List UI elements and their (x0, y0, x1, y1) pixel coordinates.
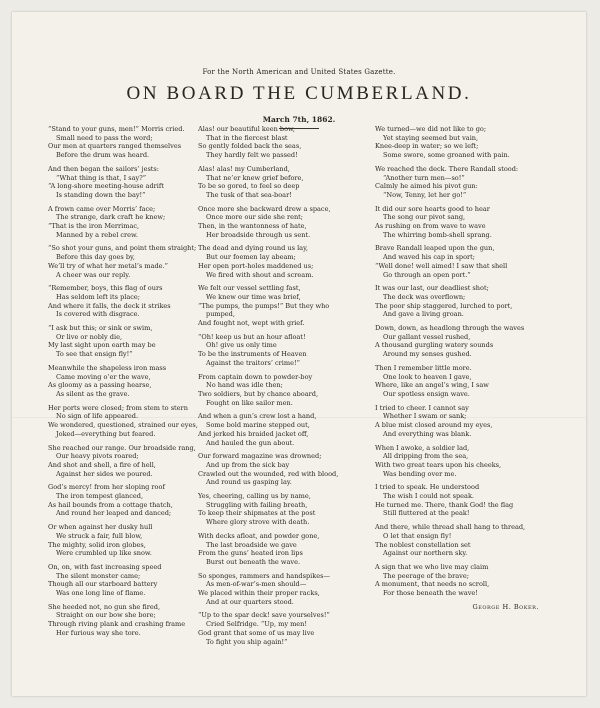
poem-line: Our gallant vessel rushed, (383, 332, 471, 341)
poem-line: The poor ship staggered, lurched to port, (375, 301, 513, 310)
poem-line: We wondered, questioned, strained our eyes, (48, 421, 198, 430)
poem-line: Whether I swam or sank; (383, 412, 467, 421)
poem-line: Her furious way she tore. (56, 628, 141, 637)
poem-line: When I awoke, a soldier lad, (375, 443, 470, 452)
poem-line: “Remember, boys, this flag of ours (48, 284, 163, 293)
stanza (375, 284, 541, 319)
stanza (375, 244, 541, 279)
stanza (48, 125, 214, 160)
poem-line: And waved his cap in sport; (383, 253, 476, 262)
poem-line: O let that ensign fly! (383, 531, 452, 540)
poem-line: And everything was blank. (383, 429, 472, 438)
stanza (198, 244, 364, 279)
poem-line: The whirring bomb-shell sprang. (383, 230, 492, 239)
poem-line: So sponges, rammers and handspikes— (198, 571, 331, 580)
stanza (48, 244, 214, 279)
stanza (375, 324, 541, 359)
poem-line: He turned me. There, thank God! the flag (375, 500, 514, 509)
poem-line: The deck was overflown; (383, 292, 466, 301)
stanza (375, 523, 541, 558)
poem-line: Oh! give us only time (206, 341, 277, 350)
poem-line: No sign of life appeared. (56, 412, 139, 421)
poem-line: Her open port-holes maddened us; (198, 261, 314, 270)
poem-line: And when a gun’s crew lost a hand, (198, 412, 317, 421)
poem-column-1 (48, 125, 214, 643)
poem-line: Then, in the wantonness of hate, (198, 222, 307, 231)
stanza (198, 452, 364, 487)
poem-line: Go through an open port.” (383, 270, 471, 279)
stanza (48, 563, 214, 598)
poem-line: Her ports were closed; from stem to stern (48, 403, 188, 412)
poem-line: “Well done! well aimed! I saw that shell (375, 261, 508, 270)
stanza (198, 284, 364, 328)
poem-line: Yes, cheering, calling us by name, (198, 492, 311, 501)
poem-line: “Now, Tenny, let her go!” (383, 190, 467, 199)
poem-line: The last broadside we gave (206, 540, 297, 549)
stanza (198, 333, 364, 368)
poem-line: And round her leaped and danced; (56, 509, 172, 518)
poem-line: With decks afloat, and powder gone, (198, 531, 320, 540)
poem-line: They hardly felt we passed! (206, 151, 298, 160)
poem-line: “What thing is that, I say?” (56, 173, 147, 182)
poem-line: From the guns’ heated iron lips (198, 549, 303, 558)
poem-line: For those beneath the wave! (383, 589, 478, 598)
poem-line: “The pumps, the pumps!” But they who (198, 301, 330, 310)
poem-line: Down, down, as headlong through the waves (375, 324, 525, 333)
stanza (198, 412, 364, 447)
stanza (48, 324, 214, 359)
poem-line: The silent monster came; (56, 571, 141, 580)
poem-line: The strange, dark craft he knew; (56, 213, 166, 222)
poem-line: Struggling with failing breath, (206, 500, 308, 509)
poem-line: The wish I could not speak. (383, 492, 474, 501)
poem-line: I tried to cheer. I cannot say (375, 403, 469, 412)
poem-line: And there, while thread shall hang to thread, (375, 523, 526, 532)
poem-line: That in the fiercest blast (206, 133, 288, 142)
poem-line: pumped, (206, 310, 235, 319)
poem-line: Around my senses gushed. (383, 350, 472, 359)
poem-line: We felt our vessel settling fast, (198, 284, 301, 293)
poem-line: One look to heaven I gave, (383, 372, 472, 381)
stanza (375, 563, 541, 598)
stanza (48, 523, 214, 558)
poem-line: Before this day goes by, (56, 253, 135, 262)
poem-line: No hand was idle then; (206, 381, 283, 390)
poem-line: Against our northern sky. (383, 549, 468, 558)
poem-line: Some swore, some groaned with pain. (383, 151, 510, 160)
poem-line: A frown came over Morris’ face; (48, 204, 156, 213)
poem-line: Still fluttered at the peak! (383, 509, 470, 518)
stanza (375, 165, 541, 200)
poem-line: Brave Randall leaped upon the gun, (375, 244, 495, 253)
publication-line: For the North American and United States Gazette. (202, 68, 396, 76)
stanza (375, 364, 541, 399)
poem-line: We struck a fair, full blow, (56, 531, 143, 540)
poem-line: My last sight upon earth may be (48, 341, 156, 350)
poem-line: She heeded not, no gun she fired, (48, 602, 161, 611)
poem-line: We reached the deck. There Randall stood: (375, 164, 519, 173)
stanza (198, 373, 364, 408)
poem-line: She reached our range. Our broadside rang, (48, 443, 196, 452)
poem-line: The noblest constellation set (375, 540, 471, 549)
poem-line: Alas! our beautiful keen bow, (198, 125, 295, 133)
poem-line: The peerage of the brave; (383, 571, 469, 580)
stanza (375, 205, 541, 240)
poem-date: March 7th, 1862. (262, 115, 336, 124)
poem-line: “Stand to your guns, men!” Morris cried. (48, 125, 185, 133)
poem-line: I tried to speak. He understood (375, 483, 480, 492)
poem-line: Is standing down the bay!” (56, 190, 146, 199)
poem-line: Crawled out the wounded, red with blood, (198, 469, 339, 478)
poem-line: With two great tears upon his cheeks, (375, 460, 502, 469)
poem-line: Against the traitors’ crime!” (206, 358, 300, 367)
poem-line: Meanwhile the shapeless iron mass (48, 363, 167, 372)
poem-line: As silent as the grave. (56, 389, 130, 398)
poem-line: We knew our time was brief, (206, 292, 301, 301)
poem-line: And hauled the gun about. (206, 438, 295, 447)
poem-line: It was our last, our deadliest shot; (375, 284, 489, 293)
author-signature: George H. Boker. (472, 602, 539, 611)
stanza (198, 572, 364, 607)
poem-line: Cried Selfridge. “Up, my men! (206, 620, 308, 629)
poem-line: Where glory strove with death. (206, 518, 310, 527)
stanza (375, 404, 541, 439)
poem-line: And at our quarters stood. (206, 597, 294, 606)
poem-line: As gloomy as a passing hearse, (48, 381, 152, 390)
stanza (198, 205, 364, 240)
stanza (48, 205, 214, 240)
poem-line: As men-of-war’s-men should— (206, 580, 307, 589)
poem-line: Came moving o’er the wave, (56, 372, 151, 381)
poem-line: Our spotless ensign wave. (383, 389, 470, 398)
poem-line: Then I remember little more. (375, 363, 472, 372)
poem-line: A cheer was our reply. (56, 270, 131, 279)
poem-line: Our heavy pivots roared; (56, 452, 139, 461)
poem-line: Alas! alas! my Cumberland, (198, 164, 290, 173)
poem-line: A monument, that needs no scroll, (375, 580, 490, 589)
poem-line: And shot and shell, a fire of hell, (48, 460, 156, 469)
stanza (198, 125, 364, 160)
poem-line: Once more she backward drew a space, (198, 204, 331, 213)
poem-line: And then began the sailors’ jests: (48, 164, 159, 173)
poem-line: Has seldom left its place; (56, 292, 141, 301)
poem-line: The mighty, solid iron globes, (48, 540, 146, 549)
poem-line: Manned by a rebel crew. (56, 230, 138, 239)
stanza (198, 165, 364, 200)
poem-line: Calmly he aimed his pivot gun: (375, 182, 478, 191)
poem-line: Some bold marine stepped out, (206, 421, 310, 430)
poem-line: And where it falls, the deck it strikes (48, 301, 171, 310)
poem-line: Or live or nobly die, (56, 332, 123, 341)
stanza (48, 603, 214, 638)
stanza (48, 404, 214, 439)
poem-column-2 (198, 125, 364, 651)
poem-line: Knee-deep in water; so we left; (375, 142, 479, 151)
poem-column-3 (375, 125, 541, 611)
poem-line: Two soldiers, but by chance aboard, (198, 389, 319, 398)
poem-title: ON BOARD THE CUMBERLAND. (126, 83, 472, 104)
stanza (375, 483, 541, 518)
poem-line: But our foemen lay abeam; (206, 253, 296, 262)
poem-line: It did our sore hearts good to hear (375, 204, 490, 213)
poem-line: We fired with shout and scream. (206, 270, 314, 279)
poem-line: A blue mist closed around my eyes, (375, 421, 493, 430)
poem-line: The dead and dying round us lay, (198, 244, 308, 253)
poem-line: Fought on like sailor men. (206, 398, 293, 407)
poem-line: Yet staying seemed but vain, (383, 133, 479, 142)
poem-line: “Up to the spar deck! save yourselves!” (198, 611, 330, 620)
poem-line: To be so gored, to feel so deep (198, 182, 300, 191)
stanza (375, 125, 541, 160)
poem-line: To be the instruments of Heaven (198, 350, 307, 359)
poem-line: “A long-shore meeting-house adrift (48, 182, 164, 191)
poem-line: Or when against her dusky hull (48, 523, 153, 532)
poem-line: “I ask but this; or sink or swim, (48, 324, 153, 333)
stanza (48, 483, 214, 518)
poem-line: Before the drum was heard. (56, 151, 150, 160)
poem-line: And gave a living groan. (383, 310, 464, 319)
stanza (48, 444, 214, 479)
poem-line: Is covered with disgrace. (56, 310, 140, 319)
stanza (375, 444, 541, 479)
poem-line: We’ll try of what her metal’s made.” (48, 261, 168, 270)
poem-line: “That is the iron Merrimac, (48, 222, 140, 231)
poem-line: And up from the sick bay (206, 460, 290, 469)
poem-line: That ne’er knew grief before, (206, 173, 304, 182)
poem-line: God grant that some of us may live (198, 628, 315, 637)
poem-line: Once more our side she rent; (206, 213, 303, 222)
poem-line: Our men at quarters ranged themselves (48, 142, 182, 151)
poem-line: “Another turn men—so!” (383, 173, 465, 182)
stanza (198, 492, 364, 527)
poem-line: “Oh! keep us but an hour afloat! (198, 332, 306, 341)
poem-line: And round us gasping lay. (206, 478, 292, 487)
poem-line: God’s mercy! from her sloping roof (48, 483, 165, 492)
stanza (198, 532, 364, 567)
poem-line: So gently folded back the seas, (198, 142, 302, 151)
poem-line: We placed within their proper racks, (198, 589, 320, 598)
poem-line: Against her sides we poured. (56, 469, 153, 478)
poem-line: Our forward magazine was drowned; (198, 452, 322, 461)
poem-line: Through riving plank and crashing frame (48, 620, 186, 629)
poem-line: And fought not, wept with grief. (198, 319, 305, 328)
poem-line: We turned—we did not like to go; (375, 125, 487, 133)
poem-line: As rushing on from wave to wave (375, 222, 486, 231)
poem-line: To fight you ship again!” (206, 637, 288, 646)
poem-line: The iron tempest glanced, (56, 492, 144, 501)
poem-line: Were crumbled up like snow. (56, 549, 152, 558)
poem-line: Joked—everything but feared. (56, 429, 156, 438)
poem-line: A thousand gurgling watery sounds (375, 341, 494, 350)
poem-line: A sign that we who live may claim (375, 562, 489, 571)
poem-line: The tusk of that sea-boar! (206, 190, 292, 199)
stanza (198, 611, 364, 646)
poem-line: All dripping from the sea, (383, 452, 469, 461)
poem-line: As hail bounds from a cottage thatch, (48, 500, 173, 509)
poem-line: Was bending over me. (383, 469, 457, 478)
poem-line: To see that ensign fly!” (56, 350, 133, 359)
poem-line: Burst out beneath the wave. (206, 557, 301, 566)
poem-line: The song our pivot sang, (383, 213, 466, 222)
poem-line: Where, like an angel’s wing, I saw (375, 381, 489, 390)
poem-line: Straight on our bow she bore; (56, 611, 156, 620)
stanza (48, 364, 214, 399)
stanza (48, 165, 214, 200)
poem-line: Small need to pass the word; (56, 133, 153, 142)
poem-line: Was one long line of flame. (56, 589, 146, 598)
poem-line: Though all our starboard battery (48, 580, 158, 589)
poem-line: Her broadside through us sent. (206, 230, 311, 239)
poem-line: To keep their shipmates at the post (198, 509, 316, 518)
poem-line: “So shot your guns, and point them straight; (48, 244, 197, 253)
poem-line: From captain down to powder-boy (198, 372, 313, 381)
header (12, 68, 586, 129)
poem-line: On, on, with fast increasing speed (48, 562, 162, 571)
stanza (48, 284, 214, 319)
poem-line: And jerked his braided jacket off, (198, 429, 309, 438)
